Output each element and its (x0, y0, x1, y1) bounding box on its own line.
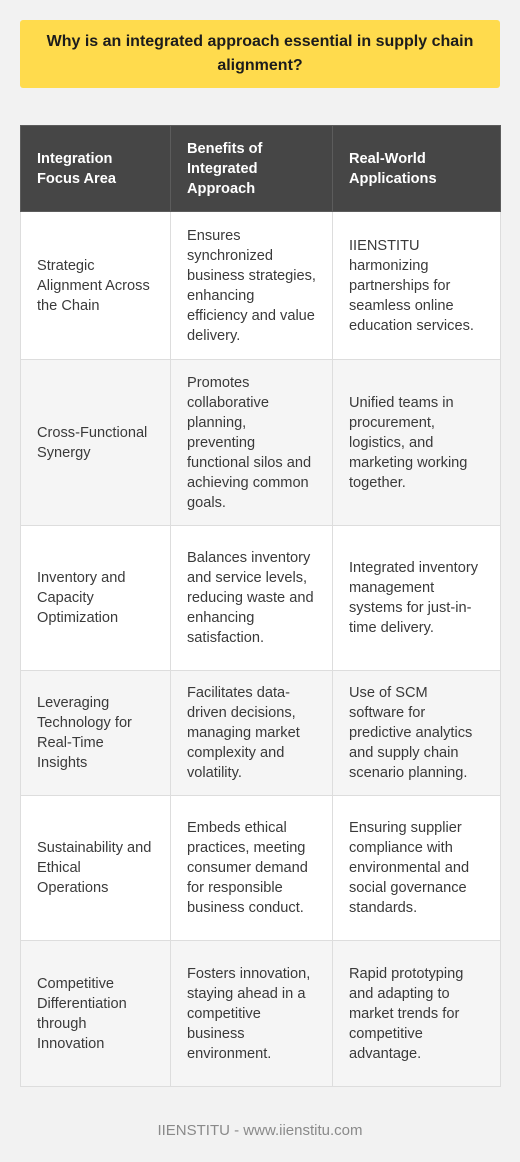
table-row (21, 671, 501, 796)
table-row (21, 526, 501, 671)
table-row (21, 360, 501, 526)
cell-applications: IIENSTITU harmonizing partnerships for seamless online education services. (333, 212, 501, 360)
table-row (21, 212, 501, 360)
cell-focus-area: Inventory and Capacity Optimization (21, 526, 171, 671)
cell-benefits: Embeds ethical practices, meeting consumer demand for responsible business conduct. (171, 796, 333, 941)
cell-focus-area: Strategic Alignment Across the Chain (21, 212, 171, 360)
cell-benefits: Facilitates data-driven decisions, managing market complexity and volatility. (171, 671, 333, 796)
header-benefits: Benefits of Integrated Approach (171, 126, 333, 212)
cell-focus-area: Leveraging Technology for Real-Time Insights (21, 671, 171, 796)
cell-benefits: Fosters innovation, staying ahead in a competitive business environment. (171, 941, 333, 1087)
cell-focus-area: Competitive Differentiation through Innovation (21, 941, 171, 1087)
header-integration-focus-area: Integration Focus Area (21, 126, 171, 212)
table-header-row (21, 126, 501, 212)
question-title: Why is an integrated approach essential in supply chain alignment? (20, 20, 500, 88)
cell-focus-area: Sustainability and Ethical Operations (21, 796, 171, 941)
cell-focus-area: Cross-Functional Synergy (21, 360, 171, 526)
cell-benefits: Promotes collaborative planning, preventing functional silos and achieving common goals. (171, 360, 333, 526)
cell-applications: Ensuring supplier compliance with environmental and social governance standards. (333, 796, 501, 941)
cell-applications: Rapid prototyping and adapting to market trends for competitive advantage. (333, 941, 501, 1087)
cell-benefits: Balances inventory and service levels, reducing waste and enhancing satisfaction. (171, 526, 333, 671)
cell-applications: Unified teams in procurement, logistics, and marketing working together. (333, 360, 501, 526)
cell-applications: Use of SCM software for predictive analytics and supply chain scenario planning. (333, 671, 501, 796)
cell-benefits: Ensures synchronized business strategies, enhancing efficiency and value delivery. (171, 212, 333, 360)
table-row (21, 796, 501, 941)
footer-credit: IIENSTITU - www.iienstitu.com (157, 1122, 363, 1139)
comparison-table (20, 125, 501, 1087)
table-row (21, 941, 501, 1087)
cell-applications: Integrated inventory management systems for just-in-time delivery. (333, 526, 501, 671)
header-real-world-applications: Real-World Applications (333, 126, 501, 212)
